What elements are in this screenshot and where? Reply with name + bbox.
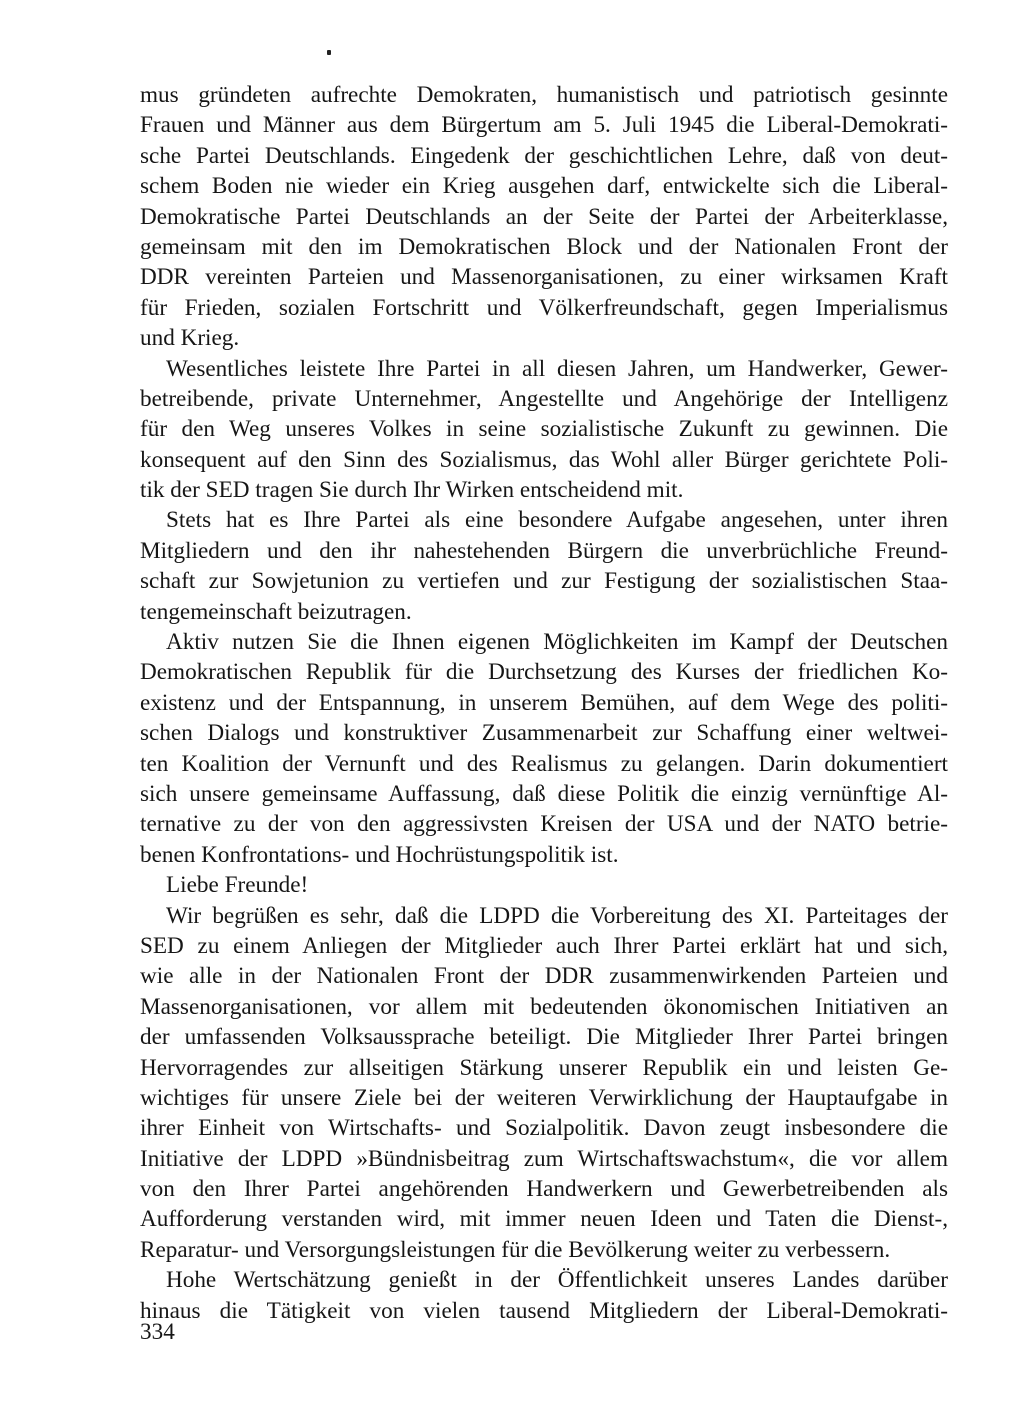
text-line: Frauen und Männer aus dem Bürgertum am 5. Juli 1945 die Liberal-Demokrati- (140, 112, 948, 139)
text-line: schaft zur Sowjetunion zu vertiefen und zur Festigung der sozialistischen Staa- (140, 568, 948, 595)
text-line: existenz und der Entspannung, in unserem Bemühen, auf dem Wege des politi- (140, 689, 948, 716)
text-line: benen Konfrontations- und Hochrüstungspolitik ist. (140, 841, 619, 868)
page-number: 334 (140, 1319, 175, 1345)
text-line: Demokratischen Republik für die Durchsetzung des Kurses der friedlichen Ko- (140, 659, 948, 686)
body-text (140, 80, 948, 1326)
text-line: für den Weg unseres Volkes in seine sozialistische Zukunft zu gewinnen. Die (140, 416, 948, 443)
text-line: Liebe Freunde! (166, 872, 309, 899)
text-line: Wesentliches leistete Ihre Partei in all diesen Jahren, um Handwerker, Gewer- (166, 355, 948, 382)
text-line: schen Dialogs und konstruktiver Zusammenarbeit zur Schaffung einer weltwei- (140, 720, 948, 747)
text-line: konsequent auf den Sinn des Sozialismus, das Wohl aller Bürger gerichtete Poli- (140, 446, 948, 473)
text-line: Hervorragendes zur allseitigen Stärkung unserer Republik ein und leisten Ge- (140, 1054, 948, 1081)
text-line: und Krieg. (140, 325, 240, 352)
speck-mark (327, 50, 331, 55)
text-line: der umfassenden Volksaussprache beteiligt. Die Mitglieder Ihrer Partei bringen (140, 1024, 948, 1051)
text-line: für Frieden, sozialen Fortschritt und Völkerfreundschaft, gegen Imperialismus (140, 294, 948, 321)
text-line: wie alle in der Nationalen Front der DDR zusammenwirkenden Parteien und (140, 963, 948, 990)
text-line: ten Koalition der Vernunft und des Realismus zu gelangen. Darin dokumentiert (140, 750, 948, 777)
text-line: Wir begrüßen es sehr, daß die LDPD die Vorbereitung des XI. Parteitages der (166, 902, 948, 929)
text-line: Massenorganisationen, vor allem mit bedeutenden ökonomischen Initiativen an (140, 993, 948, 1020)
text-line: SED zu einem Anliegen der Mitglieder auch Ihrer Partei erklärt hat und sich, (140, 932, 948, 959)
text-line: gemeinsam mit den im Demokratischen Block und der Nationalen Front der (140, 233, 948, 260)
text-line: mus gründeten aufrechte Demokraten, humanistisch und patriotisch gesinnte (140, 82, 948, 108)
text-line: Mitgliedern und den ihr nahestehenden Bürgern die unverbrüchliche Freund- (140, 537, 948, 564)
text-line: DDR vereinten Parteien und Massenorganisationen, zu einer wirksamen Kraft (140, 264, 948, 291)
text-line: sche Partei Deutschlands. Eingedenk der geschichtlichen Lehre, daß von deut- (140, 142, 948, 169)
text-line: sich unsere gemeinsame Auffassung, daß diese Politik die einzig vernünftige Al- (140, 780, 948, 807)
text-line: Stets hat es Ihre Partei als eine besondere Aufgabe angesehen, unter ihren (166, 507, 948, 534)
text-line: wichtiges für unsere Ziele bei der weiteren Verwirklichung der Hauptaufgabe in (140, 1084, 948, 1111)
text-line: Aufforderung verstanden wird, mit immer neuen Ideen und Taten die Dienst-, (140, 1206, 948, 1233)
text-line: hinaus die Tätigkeit von vielen tausend Mitgliedern der Liberal-Demokrati- (140, 1297, 948, 1324)
text-line: tengemeinschaft beizutragen. (140, 598, 412, 625)
text-line: ihrer Einheit von Wirtschafts- und Sozialpolitik. Davon zeugt insbesondere die (140, 1115, 948, 1142)
text-line: Hohe Wertschätzung genießt in der Öffentlichkeit unseres Landes darüber (166, 1267, 948, 1294)
text-line: betreibende, private Unternehmer, Angestellte und Angehörige der Intelligenz (140, 385, 948, 412)
text-line: Reparatur- und Versorgungsleistungen für die Bevölkerung weiter zu verbessern. (140, 1236, 891, 1263)
text-line: von den Ihrer Partei angehörenden Handwerkern und Gewerbetreibenden als (140, 1176, 948, 1203)
text-line: Demokratische Partei Deutschlands an der Seite der Partei der Arbeiterklasse, (140, 203, 948, 230)
text-line: tik der SED tragen Sie durch Ihr Wirken entscheidend mit. (140, 477, 684, 504)
text-line: ternative zu der von den aggressivsten Kreisen der USA und der NATO betrie- (140, 811, 948, 838)
text-line: schem Boden nie wieder ein Krieg ausgehen darf, entwickelte sich die Liberal- (140, 173, 948, 200)
text-line: Aktiv nutzen Sie die Ihnen eigenen Möglichkeiten im Kampf der Deutschen (166, 629, 948, 656)
text-line: Initiative der LDPD »Bündnisbeitrag zum Wirtschaftswachstum«, die vor allem (140, 1145, 948, 1172)
